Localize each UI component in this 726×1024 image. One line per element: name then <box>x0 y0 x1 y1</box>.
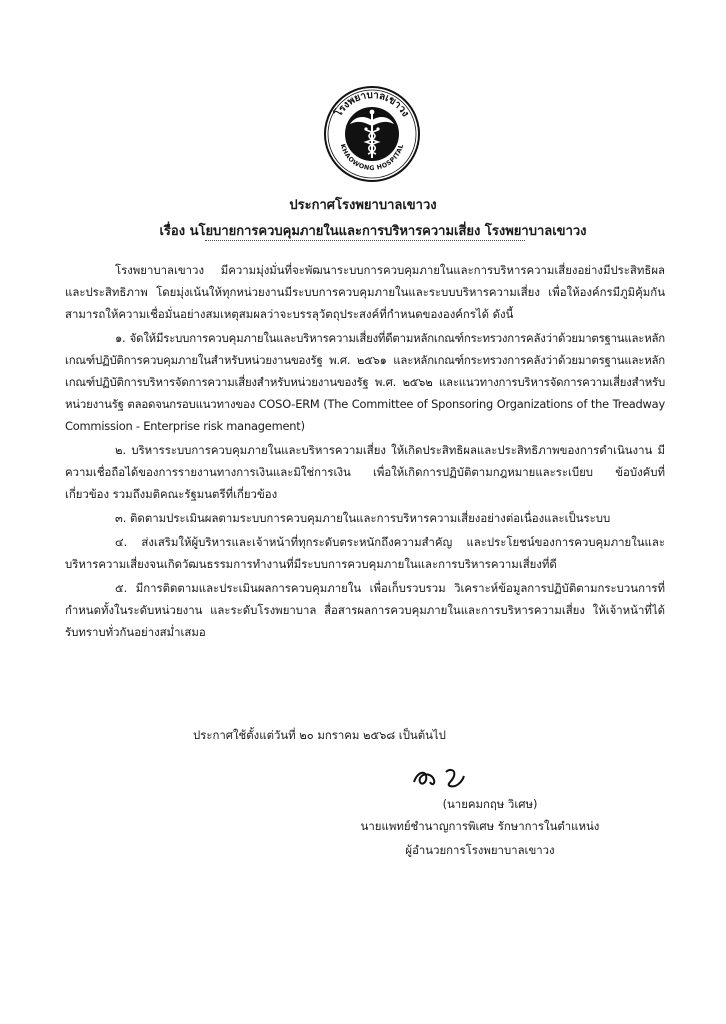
dotted-divider <box>205 240 525 241</box>
logo-thai-name: โรงพยาบาลเขาวง <box>333 89 411 119</box>
handwritten-signature <box>410 762 480 792</box>
subject-line: เรื่อง นโยบายการควบคุมภายในและการบริหารความเสี่ยง โรงพยาบาลเขาวง <box>159 224 587 239</box>
signer-name: (นายคมกฤษ วิเศษ) <box>442 797 538 811</box>
signer-position: ผู้อำนวยการโรงพยาบาลเขาวง <box>405 843 555 857</box>
policy-item-3: ๓. ติดตามประเมินผลตามระบบการควบคุมภายในและการบริหารความเสี่ยงอย่างต่อเนื่องและเป็นระบบ <box>115 511 611 525</box>
policy-item-1: ๑. จัดให้มีระบบการควบคุมภายในและบริหารความเสี่ยงที่ดีตามหลักเกณฑ์กระทรวงการคลังว่าด้วยมาตรฐานและหลักเกณฑ์ปฏิบัติการควบคุมภายในสำหรับหน่วยงานของรัฐ พ.ศ. ๒๕๖๑ และหลักเกณฑ์กระทรวงการคลังว่าด้วยมาตรฐานและหลักเกณฑ์ปฏิบัติการบริหารจัดการความเสี่ยงสำหรับหน่วยงานของรัฐ พ.ศ. ๒๕๖๒ และแนวทางการบริหารจัดการความเสี่ยงสำหรับหน่วยงานรัฐ ตลอดจนกรอบแนวทางของ COSO-ERM (The Committee of Sponsoring Organizations of the Treadway Commission - Enterprise risk management) <box>65 331 665 433</box>
signer-title: นายแพทย์ชำนาญการพิเศษ รักษาการในตำแหน่ง <box>360 819 600 833</box>
hospital-logo <box>318 84 426 184</box>
policy-item-5: ๕. มีการติดตามและประเมินผลการควบคุมภายใน เพื่อเก็บรวบรวม วิเคราะห์ข้อมูลการปฏิบัติตามกระบวนการที่กำหนดทั้งในระดับหน่วยงาน และระดับโรงพยาบาล สื่อสารผลการควบคุมภายในและการบริหารความเสี่ยง ให้เจ้าหน้าที่ได้รับทราบทั่วกันอย่างสม่ำเสมอ <box>65 581 665 639</box>
document-body <box>65 259 665 643</box>
policy-item-4: ๔. ส่งเสริมให้ผู้บริหารและเจ้าหน้าที่ทุกระดับตระหนักถึงความสำคัญ และประโยชน์ของการควบคุมภายในและบริหารความเสี่ยงจนเกิดวัฒนธรรมการทำงานที่มีระบบการควบคุมภายในและการบริหารความเสี่ยงที่ดี <box>65 535 665 571</box>
logo-english-name: KHAOWONG HOSPITAL <box>338 143 406 173</box>
effective-date: ประกาศใช้ตั้งแต่วันที่ ๒๐ มกราคม ๒๕๖๘ เป็นต้นไป <box>193 728 446 742</box>
announcement-title: ประกาศโรงพยาบาลเขาวง <box>289 198 437 213</box>
intro-paragraph: โรงพยาบาลเขาวง มีความมุ่งมั่นที่จะพัฒนาระบบการควบคุมภายในและการบริหารความเสี่ยงอย่างมีประสิทธิผลและประสิทธิภาพ โดยมุ่งเน้นให้ทุกหน่วยงานมีระบบการควบคุมภายในและระบบบริหารความเสี่ยง เพื่อให้องค์กรมีภูมิคุ้มกัน สามารถให้ความเชื่อมั่นอย่างสมเหตุสมผลว่าจะบรรลุวัตถุประสงค์ที่กำหนดขององค์กรได้ ดังนี้ <box>65 263 665 321</box>
policy-item-2: ๒. บริหารระบบการควบคุมภายในและบริหารความเสี่ยง ให้เกิดประสิทธิผลและประสิทธิภาพของการดำเนินงาน มีความเชื่อถือได้ของการรายงานทางการเงินและมิใช่การเงิน เพื่อให้เกิดการปฏิบัติตามกฎหมายและระเบียบ ข้อบังคับที่เกี่ยวข้อง รวมถึงมติคณะรัฐมนตรีที่เกี่ยวข้อง <box>65 443 665 501</box>
